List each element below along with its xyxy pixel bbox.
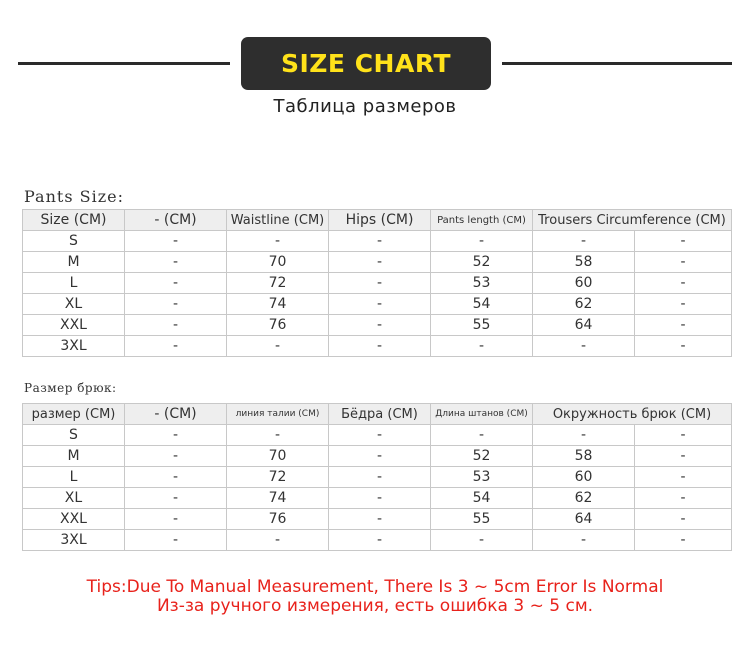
table-cell: -: [329, 530, 431, 551]
column-header: - (CM): [125, 404, 227, 425]
table-cell: 64: [533, 315, 635, 336]
table-row: [23, 509, 732, 530]
table-cell: -: [431, 530, 533, 551]
table-cell: -: [635, 231, 732, 252]
table-row: [23, 294, 732, 315]
table-cell: 62: [533, 488, 635, 509]
left-divider-line: [18, 62, 230, 65]
size-cell: XXL: [23, 509, 125, 530]
column-header: Trousers Circumference (CM): [533, 210, 732, 231]
table-cell: -: [125, 467, 227, 488]
page-title: SIZE CHART: [280, 49, 451, 78]
pants-size-table-ru: [22, 403, 732, 551]
table-cell: -: [635, 530, 732, 551]
table-cell: -: [125, 509, 227, 530]
size-cell: S: [23, 425, 125, 446]
table-row: [23, 252, 732, 273]
table-cell: -: [329, 488, 431, 509]
table-cell: -: [125, 336, 227, 357]
size-cell: XL: [23, 294, 125, 315]
table-cell: 72: [227, 273, 329, 294]
pants-size-heading-ru: Размер брюк:: [24, 381, 117, 395]
table-cell: -: [431, 336, 533, 357]
table-cell: -: [227, 231, 329, 252]
table-cell: 74: [227, 294, 329, 315]
table-cell: 72: [227, 467, 329, 488]
size-cell: M: [23, 446, 125, 467]
table-cell: 55: [431, 509, 533, 530]
column-header: линия талии (CM): [227, 404, 329, 425]
table-cell: 58: [533, 252, 635, 273]
table-cell: -: [125, 315, 227, 336]
table-cell: -: [227, 425, 329, 446]
table-cell: -: [329, 252, 431, 273]
table-cell: -: [227, 336, 329, 357]
table-cell: -: [635, 273, 732, 294]
table-cell: -: [329, 294, 431, 315]
table-row: [23, 467, 732, 488]
table-cell: -: [329, 231, 431, 252]
table-row: [23, 488, 732, 509]
table-cell: -: [635, 488, 732, 509]
size-cell: S: [23, 231, 125, 252]
table-cell: -: [635, 315, 732, 336]
table-cell: 54: [431, 488, 533, 509]
size-cell: L: [23, 273, 125, 294]
table-cell: -: [635, 294, 732, 315]
table-row: [23, 446, 732, 467]
table-cell: 60: [533, 467, 635, 488]
table-cell: -: [125, 231, 227, 252]
size-cell: M: [23, 252, 125, 273]
table-cell: -: [329, 315, 431, 336]
table-cell: 52: [431, 252, 533, 273]
table-cell: -: [329, 425, 431, 446]
table-cell: -: [125, 252, 227, 273]
table-cell: -: [635, 336, 732, 357]
table-row: [23, 231, 732, 252]
table-cell: 52: [431, 446, 533, 467]
table-cell: 70: [227, 252, 329, 273]
page-subtitle: Таблица размеров: [273, 96, 457, 117]
table-cell: 64: [533, 509, 635, 530]
table-cell: -: [329, 273, 431, 294]
table-cell: -: [635, 446, 732, 467]
table-cell: -: [125, 530, 227, 551]
table-cell: -: [533, 231, 635, 252]
column-header: - (CM): [125, 210, 227, 231]
size-cell: 3XL: [23, 530, 125, 551]
table-cell: 55: [431, 315, 533, 336]
table-header-row: [23, 210, 732, 231]
size-cell: L: [23, 467, 125, 488]
table-cell: -: [125, 273, 227, 294]
table-row: [23, 530, 732, 551]
table-cell: 76: [227, 315, 329, 336]
table-cell: -: [125, 488, 227, 509]
table-body: [23, 231, 732, 357]
table-cell: 60: [533, 273, 635, 294]
table-cell: 58: [533, 446, 635, 467]
right-divider-line: [502, 62, 732, 65]
title-banner: [241, 37, 491, 90]
pants-size-heading: Pants Size:: [24, 187, 124, 206]
pants-size-table-en: [22, 209, 732, 357]
column-header: Бёдра (CM): [329, 404, 431, 425]
table-cell: -: [635, 467, 732, 488]
table-cell: -: [635, 252, 732, 273]
tips-line-en: Tips:Due To Manual Measurement, There Is 3 ~ 5cm Error Is Normal: [86, 577, 664, 597]
table-cell: 54: [431, 294, 533, 315]
table-cell: -: [635, 509, 732, 530]
table-cell: 53: [431, 273, 533, 294]
table-row: [23, 315, 732, 336]
table-cell: -: [329, 336, 431, 357]
size-cell: XXL: [23, 315, 125, 336]
column-header: Pants length (CM): [431, 210, 533, 231]
column-header: Окружность брюк (CM): [533, 404, 732, 425]
table-cell: -: [431, 425, 533, 446]
table-row: [23, 336, 732, 357]
table-cell: -: [533, 336, 635, 357]
table-body: [23, 425, 732, 551]
column-header: Size (CM): [23, 210, 125, 231]
column-header: Hips (CM): [329, 210, 431, 231]
table-cell: -: [125, 446, 227, 467]
table-row: [23, 425, 732, 446]
table-cell: 62: [533, 294, 635, 315]
table-cell: 76: [227, 509, 329, 530]
table-cell: -: [533, 530, 635, 551]
table-cell: -: [329, 446, 431, 467]
table-cell: -: [431, 231, 533, 252]
size-cell: XL: [23, 488, 125, 509]
tips-line-ru: Из-за ручного измерения, есть ошибка 3 ~ 5 см.: [156, 596, 594, 616]
table-cell: -: [329, 467, 431, 488]
column-header: Длина штанов (CM): [431, 404, 533, 425]
table-cell: 74: [227, 488, 329, 509]
table-cell: -: [329, 509, 431, 530]
table-cell: -: [125, 294, 227, 315]
size-cell: 3XL: [23, 336, 125, 357]
table-cell: -: [635, 425, 732, 446]
table-cell: 53: [431, 467, 533, 488]
column-header: размер (CM): [23, 404, 125, 425]
table-header-row: [23, 404, 732, 425]
table-cell: -: [533, 425, 635, 446]
table-cell: -: [227, 530, 329, 551]
table-cell: -: [125, 425, 227, 446]
column-header: Waistline (CM): [227, 210, 329, 231]
table-cell: 70: [227, 446, 329, 467]
table-row: [23, 273, 732, 294]
